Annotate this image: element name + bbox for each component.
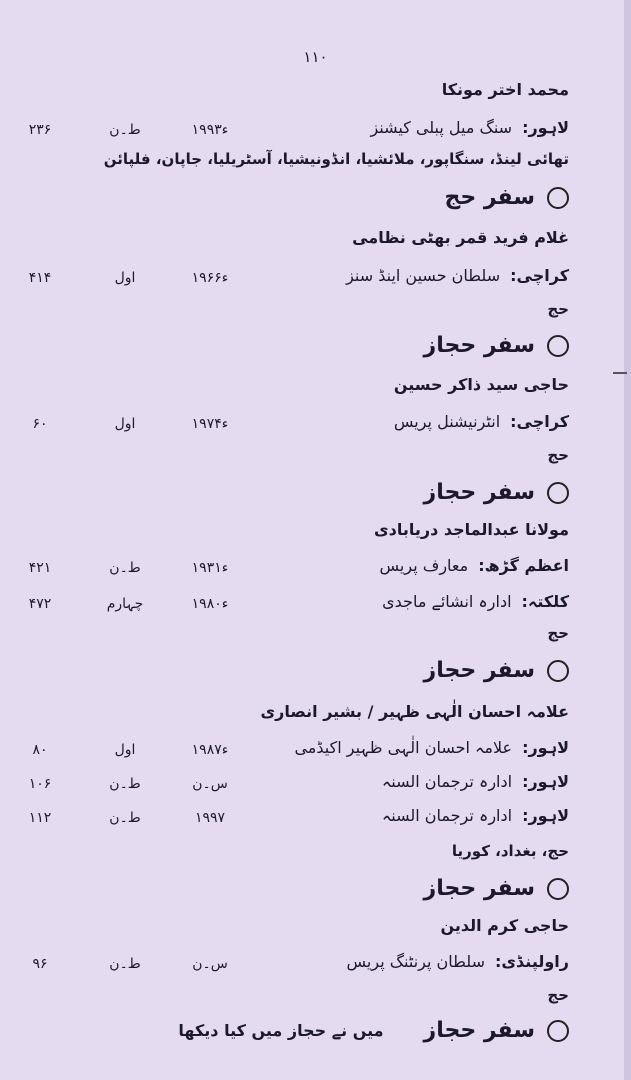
publication-edition: ط۔ن [109,560,141,576]
publication-city: لاہور: [522,118,569,137]
circle-bullet-icon [547,1020,569,1042]
publication-pages: ۸۰ [32,742,48,758]
publication-line [382,592,569,611]
publication-year: ۱۹۳۱ء [191,560,229,576]
publication-line [294,738,569,757]
page-number: ۱۱۰ [303,48,328,66]
entry-title: سفر حجاز [423,658,535,683]
entry-title: سفر حجاز [423,876,535,901]
publication-edition: چہارم [106,596,144,612]
publication-line [380,556,569,575]
entry-heading [424,658,569,683]
publication-line [347,952,569,971]
publication-publisher: ادارہ ترجمان السنہ [381,772,513,791]
publication-year: ۱۹۷۴ء [191,416,229,432]
publication-line [346,266,569,285]
publication-year: ۱۹۹۷ [194,810,226,826]
publication-year: ۱۹۹۳ء [191,122,229,138]
circle-bullet-icon [547,660,569,682]
publication-pages: ۹۶ [32,956,48,972]
circle-bullet-icon [547,482,569,504]
publication-year: س۔ن [192,776,228,792]
publication-edition: ط۔ن [109,810,141,826]
entry-author: مولانا عبدالماجد دریابادی [373,520,569,539]
entry-author: غلام فرید قمر بھٹی نظامی [352,228,569,247]
publication-edition: ط۔ن [109,956,141,972]
publication-edition: اول [114,416,136,432]
publication-line [382,772,569,791]
entry-title: سفر حجاز [423,1018,535,1043]
publication-city: لاہور: [522,772,569,791]
publication-publisher: سلطان پرنٹنگ پریس [346,952,485,971]
publication-city: کراچی: [510,412,569,431]
entry-subject: حج [547,624,569,642]
publication-city: لاہور: [522,806,569,825]
publication-line [382,806,569,825]
entry-subject: حج [547,300,569,318]
publication-year: س۔ن [192,956,228,972]
entry-author: حاجی سید ذاکر حسین [393,375,569,394]
publication-publisher: سنگ میل پبلی کیشنز [370,118,513,137]
entry-title: سفر حجاز [423,333,535,358]
publication-publisher: سلطان حسین اینڈ سنز [346,266,501,285]
publication-edition: ط۔ن [109,122,141,138]
publication-publisher: علامہ احسان الٰہی ظہیر اکیڈمی [294,738,513,757]
entry-author: علامہ احسان الٰہی ظہیر / بشیر انصاری [260,702,569,721]
entry-subject: حج [547,986,569,1004]
entry-author: محمد اختر مونکا [441,80,569,99]
publication-pages: ۴۱۴ [28,270,52,286]
publication-edition: اول [114,742,136,758]
circle-bullet-icon [547,187,569,209]
publication-pages: ۶۰ [32,416,48,432]
publication-line [394,412,569,431]
page-edge [624,0,631,1080]
publication-city: کراچی: [510,266,569,285]
entry-heading [424,480,569,505]
publication-year: ۱۹۸۰ء [191,596,229,612]
publication-year: ۱۹۶۶ء [191,270,229,286]
circle-bullet-icon [547,335,569,357]
entry-heading [444,185,569,210]
publication-pages: ۴۷۲ [28,596,52,612]
circle-bullet-icon [547,878,569,900]
publication-pages: ۱۱۲ [28,810,52,826]
publication-pages: ۴۲۱ [28,560,52,576]
publication-city: کلکتہ: [521,592,569,611]
publication-publisher: انٹرنیشنل پریس [393,412,501,431]
publication-publisher: معارف پریس [379,556,469,575]
entry-author: حاجی کرم الدین [440,916,569,935]
publication-city: لاہور: [522,738,569,757]
entry-heading [424,876,569,901]
entry-heading [178,1018,569,1043]
margin-mark [613,372,627,374]
entry-subject: حج [547,446,569,464]
entry-title: سفر حجاز [423,480,535,505]
publication-pages: ۱۰۶ [28,776,52,792]
publication-line [370,118,569,137]
publication-edition: ط۔ن [109,776,141,792]
publication-publisher: ادارہ انشائے ماجدی [382,592,512,611]
entry-heading-subtitle: میں نے حجاز میں کیا دیکھا [178,1021,384,1040]
publication-publisher: ادارہ ترجمان السنہ [381,806,513,825]
entry-title: سفر حج [444,185,535,210]
publication-city: راولپنڈی: [494,952,569,971]
publication-edition: اول [114,270,136,286]
publication-year: ۱۹۸۷ء [191,742,229,758]
entry-subject: تھائی لینڈ، سنگاپور، ملائشیا، انڈونیشیا، آسٹریلیا، جاپان، فلپائن [103,150,569,168]
entry-heading [424,333,569,358]
publication-pages: ۲۳۶ [28,122,52,138]
entry-subject: حج، بغداد، کوریا [451,842,569,860]
publication-city: اعظم گڑھ: [478,556,569,575]
